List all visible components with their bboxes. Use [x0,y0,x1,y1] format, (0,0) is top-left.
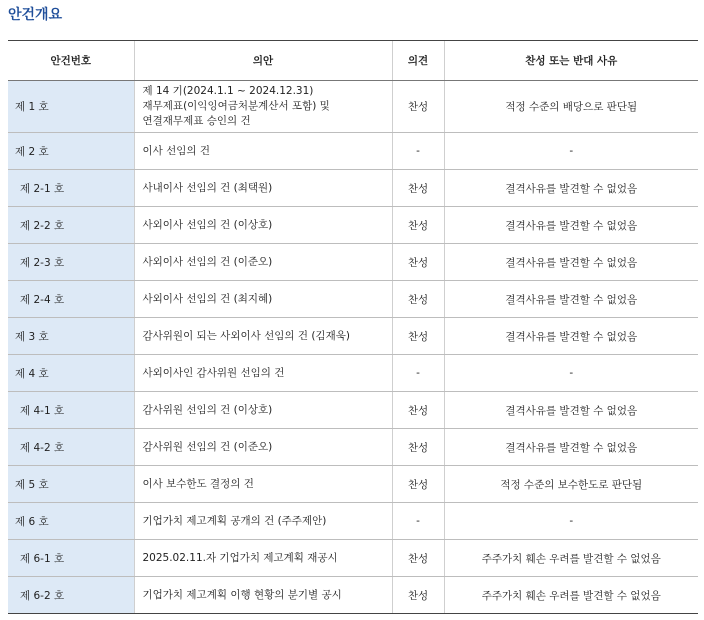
reason: 결격사유를 발견할 수 없었음 [444,429,698,466]
table-row [8,318,698,355]
reason: 적정 수준의 보수한도로 판단됨 [444,466,698,503]
agenda-number: 제 6-1 호 [8,540,134,577]
reason: - [444,503,698,540]
reason: 결격사유를 발견할 수 없었음 [444,244,698,281]
table-row [8,355,698,392]
table-row [8,392,698,429]
agenda-item [134,466,392,503]
table-row [8,540,698,577]
header-agenda-item: 의안 [134,41,392,81]
agenda-item [134,170,392,207]
agenda-number: 제 4-2 호 [8,429,134,466]
agenda-item [134,81,392,133]
opinion: 찬성 [392,170,444,207]
agenda-item [134,318,392,355]
agenda-item [134,207,392,244]
agenda-item-line: 기업가치 제고계획 이행 현황의 분기별 공시 [142,588,342,601]
agenda-item [134,540,392,577]
table-row [8,170,698,207]
header-reason: 찬성 또는 반대 사유 [444,41,698,81]
reason: 결격사유를 발견할 수 없었음 [444,170,698,207]
opinion: 찬성 [392,429,444,466]
agenda-item [134,392,392,429]
reason: 결격사유를 발견할 수 없었음 [444,281,698,318]
agenda-item [134,281,392,318]
agenda-item-line: 이사 선임의 건 [142,144,211,157]
agenda-item-line: 연결재무제표 승인의 건 [142,115,251,127]
agenda-number: 제 6-2 호 [8,577,134,614]
opinion: - [392,503,444,540]
table-row [8,503,698,540]
opinion: 찬성 [392,244,444,281]
agenda-item-line: 감사위원 선임의 건 (이상호) [142,403,273,416]
reason: 결격사유를 발견할 수 없었음 [444,318,698,355]
table-row [8,244,698,281]
agenda-number: 제 1 호 [8,81,134,133]
reason: 결격사유를 발견할 수 없었음 [444,207,698,244]
agenda-number: 제 2-4 호 [8,281,134,318]
table-row [8,429,698,466]
opinion: 찬성 [392,207,444,244]
opinion: 찬성 [392,466,444,503]
agenda-number: 제 2-3 호 [8,244,134,281]
agenda-item [134,244,392,281]
reason: - [444,133,698,170]
opinion: 찬성 [392,281,444,318]
agenda-item-line: 사외이사 선임의 건 (이준오) [142,255,273,268]
agenda-number: 제 4 호 [8,355,134,392]
agenda-item-line: 재무제표(이익잉여금처분계산서 포함) 및 [142,100,330,112]
reason: 결격사유를 발견할 수 없었음 [444,392,698,429]
agenda-item [134,429,392,466]
agenda-item-line: 감사위원이 되는 사외이사 선임의 건 (김재욱) [142,329,350,342]
agenda-number: 제 2-1 호 [8,170,134,207]
section-title: 안건개요 [8,7,63,23]
agenda-item [134,503,392,540]
agenda-number: 제 6 호 [8,503,134,540]
agenda-item-line: 사외이사 선임의 건 (이상호) [142,218,273,231]
table-row [8,281,698,318]
opinion: 찬성 [392,318,444,355]
opinion: 찬성 [392,577,444,614]
table-row [8,466,698,503]
table-row [8,577,698,614]
agenda-item-line: 기업가치 제고계획 공개의 건 (주주제안) [142,514,327,527]
agenda-item-line: 2025.02.11.자 기업가치 제고계획 재공시 [142,551,338,564]
opinion: 찬성 [392,81,444,133]
agenda-number: 제 2 호 [8,133,134,170]
agenda-item-line: 감사위원 선임의 건 (이준오) [142,440,273,453]
agenda-number: 제 4-1 호 [8,392,134,429]
agenda-number: 제 5 호 [8,466,134,503]
opinion: 찬성 [392,540,444,577]
agenda-number: 제 3 호 [8,318,134,355]
agenda-table [8,40,698,614]
opinion: - [392,355,444,392]
agenda-item [134,577,392,614]
header-agenda-number: 안건번호 [8,41,134,81]
agenda-item-line: 사내이사 선임의 건 (최택원) [142,181,273,194]
opinion: 찬성 [392,392,444,429]
opinion: - [392,133,444,170]
table-header-row [8,41,698,81]
table-row [8,81,698,133]
reason: 주주가치 훼손 우려를 발견할 수 없었음 [444,577,698,614]
agenda-item-line: 제 14 기(2024.1.1 ~ 2024.12.31) [142,85,314,97]
agenda-item-line: 사외이사 선임의 건 (최지혜) [142,292,273,305]
agenda-item-line: 이사 보수한도 결정의 건 [142,477,254,490]
agenda-number: 제 2-2 호 [8,207,134,244]
table-row [8,133,698,170]
agenda-item-line: 사외이사인 감사위원 선임의 건 [142,366,285,379]
table-row [8,207,698,244]
reason: 주주가치 훼손 우려를 발견할 수 없었음 [444,540,698,577]
agenda-item [134,355,392,392]
agenda-item [134,133,392,170]
reason: 적정 수준의 배당으로 판단됨 [444,81,698,133]
reason: - [444,355,698,392]
header-opinion: 의견 [392,41,444,81]
